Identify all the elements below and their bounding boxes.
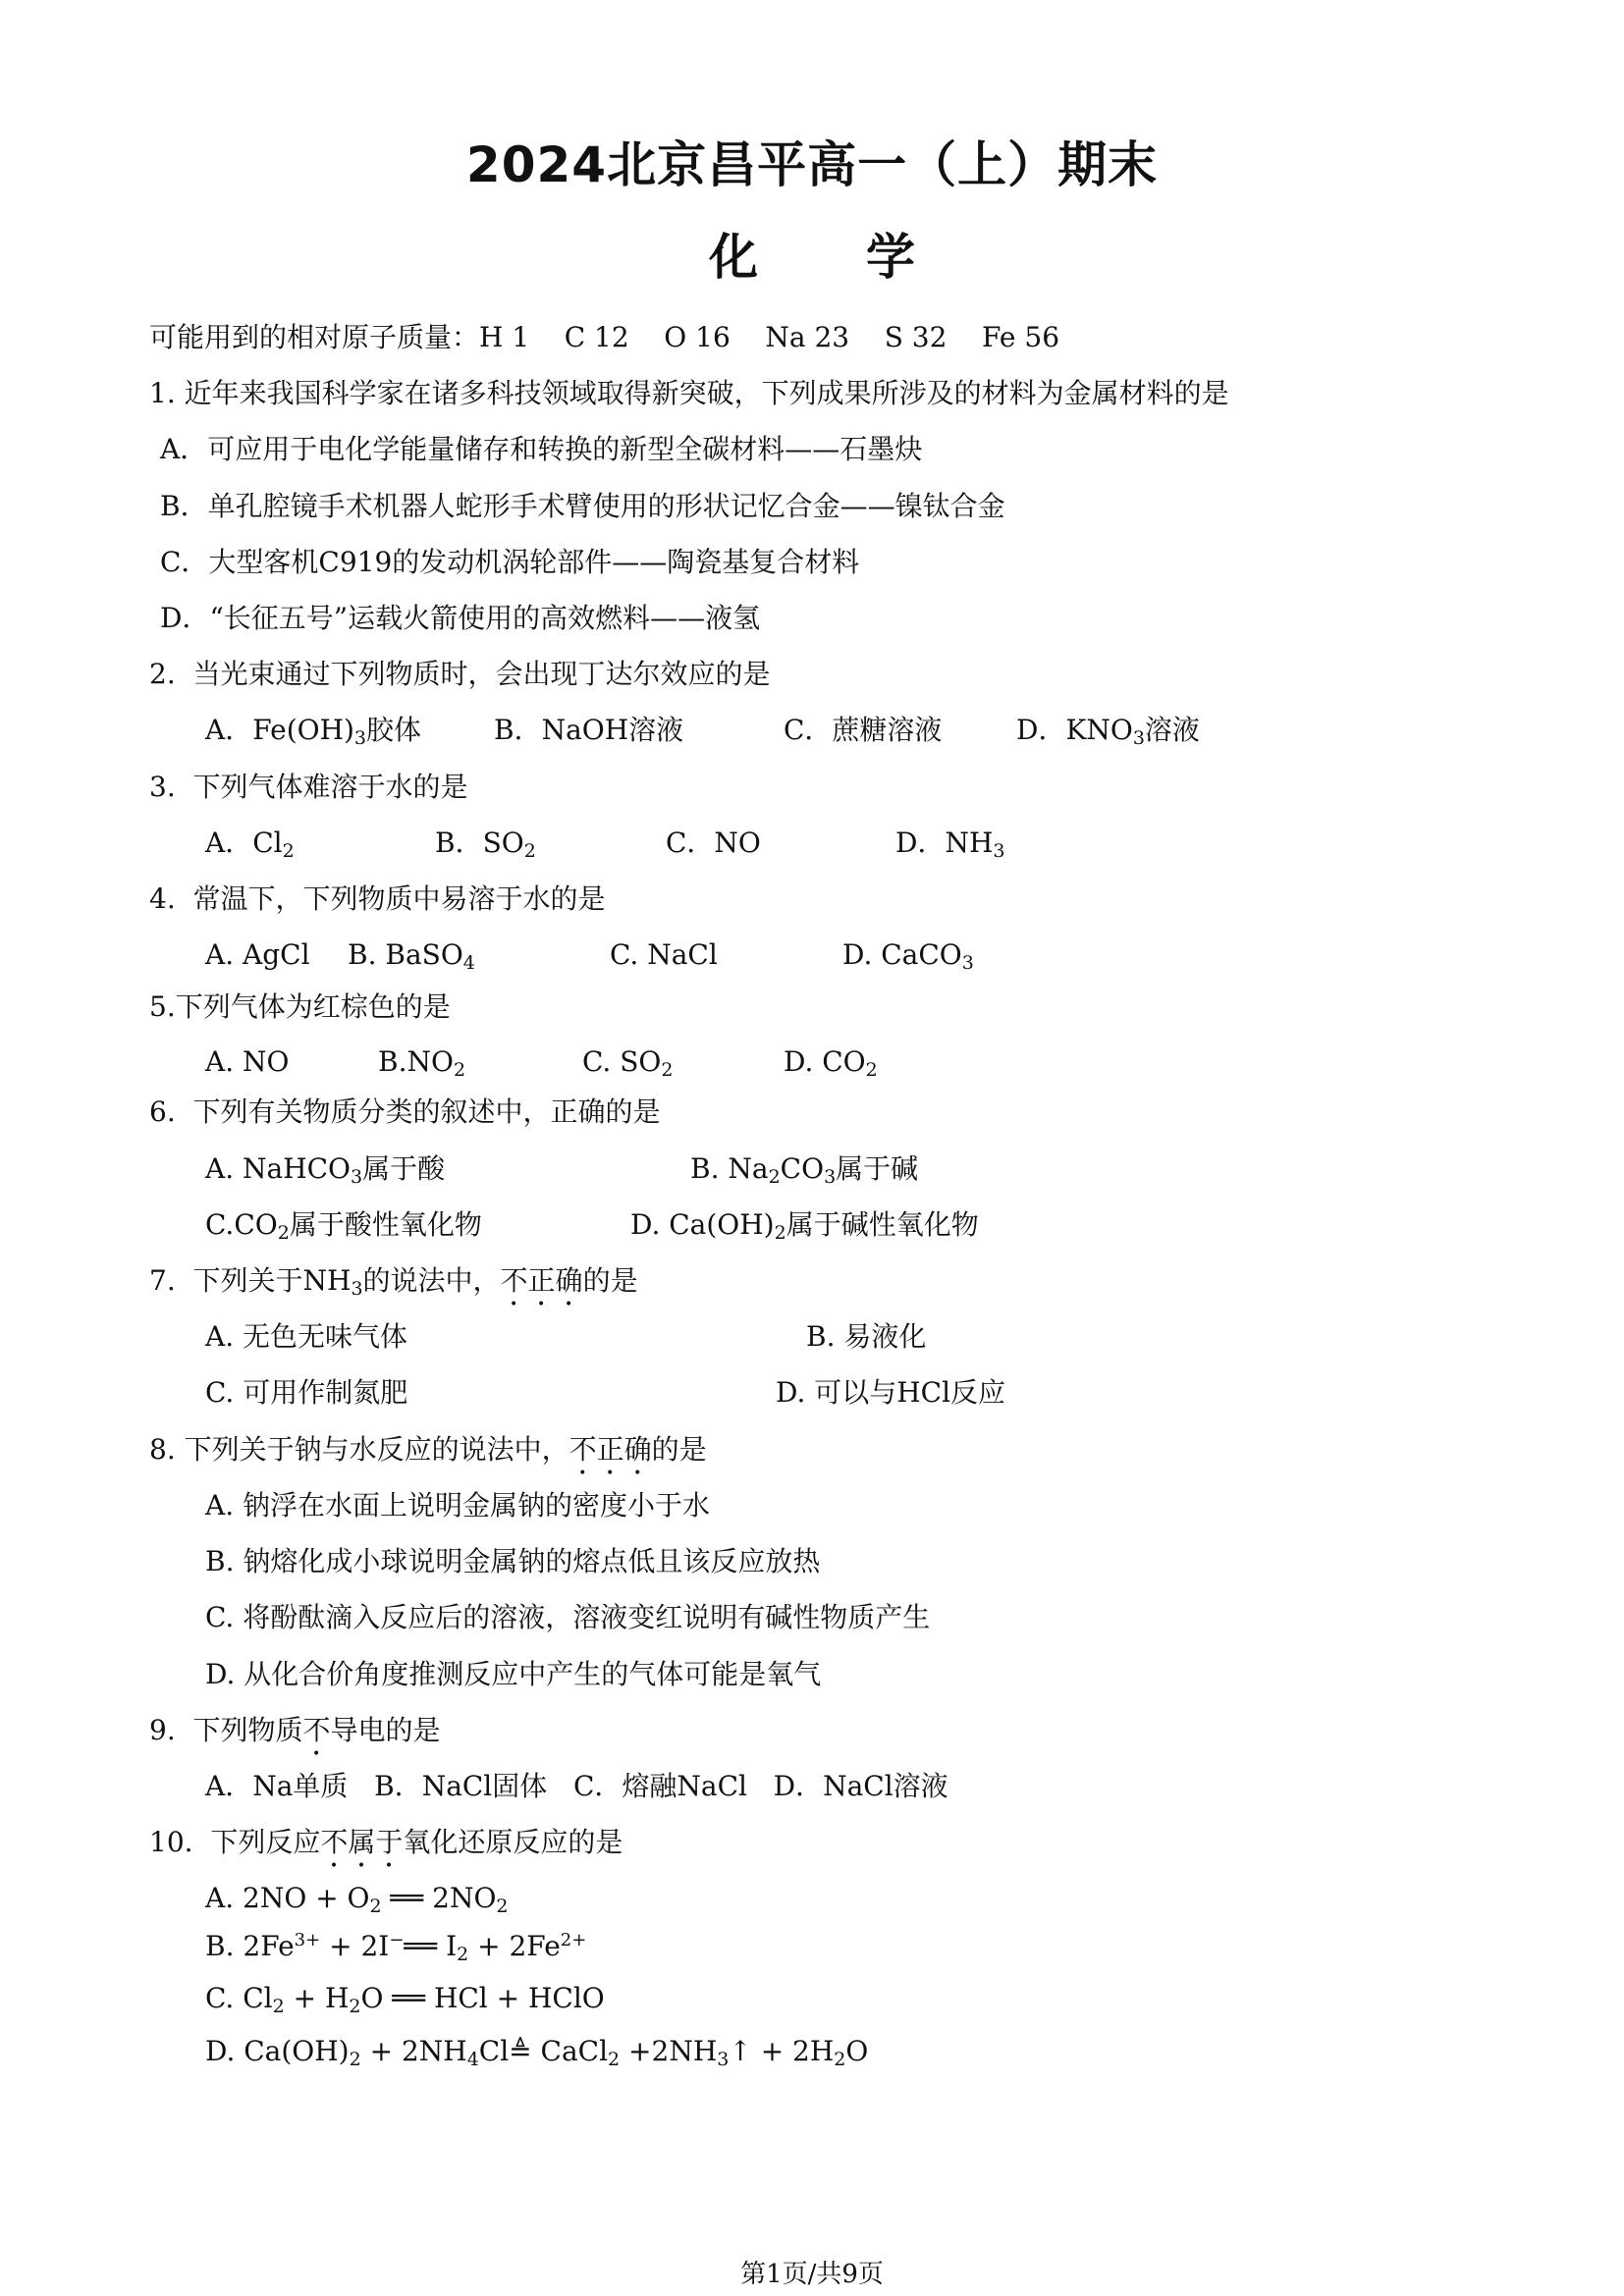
q4-option-b: B. BaSO$_4$ — [348, 938, 475, 974]
q4-option-a: A. AgCl — [205, 938, 310, 971]
subject-title — [0, 218, 1624, 289]
subject-char-1: 化 — [709, 229, 758, 286]
q2-option-b: B．NaOH溶液 — [494, 714, 684, 746]
q9-stem: 9. 下列物质不导电的是 — [149, 1714, 441, 1746]
q8-emphasis: 不正确 — [568, 1433, 652, 1466]
q10-option-c: C. $Cl_2 + H_2O$ ══ HCl + HClO — [205, 1982, 605, 2017]
q4-option-c: C. NaCl — [610, 938, 718, 971]
q10-option-d: D. $Ca(OH)_2$ + $2NH_4Cl≜$ CaCl$_2$ $+2NH_3↑ + 2H_2O$ — [205, 2035, 869, 2070]
q10-option-b: B. $2Fe^{3+}$ + 2I−══ $I_2 + 2Fe^{2+}$ — [205, 1930, 587, 1965]
q7-stem: 7. 下列关于$NH_3$的说法中，不正确的是 — [149, 1264, 638, 1300]
q7-option-d: D. 可以与HCl反应 — [776, 1376, 1006, 1409]
q2-option-d: D．$KNO_3$溶液 — [1016, 714, 1200, 749]
q5-option-a: A. NO — [205, 1045, 290, 1078]
q1-option-d: D．“长征五号”运载火箭使用的高效燃料——液氢 — [160, 602, 761, 634]
q8-stem: 8. 下列关于钠与水反应的说法中，不正确的是 — [149, 1433, 707, 1466]
q6-option-c: $C.CO_2$属于酸性氧化物 — [205, 1208, 482, 1244]
q1-option-b: B．单孔腔镜手术机器人蛇形手术臂使用的形状记忆合金——镍钛合金 — [160, 490, 1005, 522]
q8-option-b: B. 钠熔化成小球说明金属钠的熔点低且该反应放热 — [205, 1545, 821, 1577]
q7-option-a: A. 无色无味气体 — [205, 1320, 408, 1353]
q9-emphasis: 不 — [302, 1714, 331, 1746]
q5-option-c: C. $SO_2$ — [582, 1045, 674, 1081]
q3-option-b: B．$SO_2$ — [435, 827, 536, 862]
q1-option-c: C．大型客机C919的发动机涡轮部件——陶瓷基复合材料 — [160, 546, 860, 578]
q7-emphasis: 不正确 — [500, 1264, 583, 1297]
page-footer: 第1页/共9页 — [740, 2260, 884, 2289]
q8-option-c: C. 将酚酞滴入反应后的溶液，溶液变红说明有碱性物质产生 — [205, 1601, 931, 1633]
q4-option-d: D. CaCO$_3$ — [842, 938, 974, 974]
q8-option-a: A. 钠浮在水面上说明金属钠的密度小于水 — [205, 1489, 711, 1522]
page-title: 2024北京昌平高一（上）期末 — [465, 136, 1159, 193]
q5-stem: 5.下列气体为红棕色的是 — [149, 990, 451, 1023]
q3-option-a: A．$Cl_2$ — [205, 827, 295, 862]
q3-option-d: D．$NH_3$ — [895, 827, 1005, 862]
q1-stem: 1. 近年来我国科学家在诸多科技领域取得新突破，下列成果所涉及的材料为金属材料的是 — [149, 377, 1229, 409]
q3-option-c: C．NO — [666, 827, 761, 859]
q5-option-b: $B.NO_2$ — [378, 1045, 466, 1081]
subject-char-2: 学 — [866, 229, 915, 286]
q9-options: A．Na单质 B．NaCl固体 C．熔融NaCl D．NaCl溶液 — [205, 1770, 948, 1802]
q7-option-c: C. 可用作制氮肥 — [205, 1376, 408, 1409]
q2-option-c: C．蔗糖溶液 — [784, 714, 943, 746]
q7-option-b: B. 易液化 — [806, 1320, 927, 1353]
q5-option-d: D. $CO_2$ — [784, 1045, 878, 1081]
heating-equals-sign: ≜ — [509, 2035, 532, 2067]
q1-option-a: A．可应用于电化学能量储存和转换的新型全碳材料——石墨炔 — [160, 433, 923, 465]
q10-emphasis: 不属于 — [320, 1826, 404, 1858]
q10-stem: 10. 下列反应不属于氧化还原反应的是 — [149, 1826, 623, 1858]
q8-option-d: D. 从化合价角度推测反应中产生的气体可能是氧气 — [205, 1658, 822, 1690]
q2-stem: 2. 当光束通过下列物质时，会出现丁达尔效应的是 — [149, 658, 771, 690]
q6-option-a: A. NaHCO$_3$属于酸 — [205, 1152, 446, 1188]
q6-option-b: B. $Na_2CO_3$属于碱 — [690, 1152, 919, 1188]
q10-option-a: A. $2NO + O_2$ ══ $2NO_2$ — [205, 1882, 509, 1917]
q4-stem: 4. 常温下，下列物质中易溶于水的是 — [149, 882, 606, 915]
q2-option-a: A．$Fe(OH)_3$胶体 — [205, 714, 422, 749]
q3-stem: 3. 下列气体难溶于水的是 — [149, 771, 468, 803]
atomic-mass-line: 可能用到的相对原子质量：H 1 C 12 O 16 Na 23 S 32 Fe 56 — [149, 321, 1060, 353]
q6-stem: 6. 下列有关物质分类的叙述中，正确的是 — [149, 1095, 661, 1128]
q6-option-d: D. $Ca(OH)_2$属于碱性氧化物 — [630, 1208, 979, 1244]
